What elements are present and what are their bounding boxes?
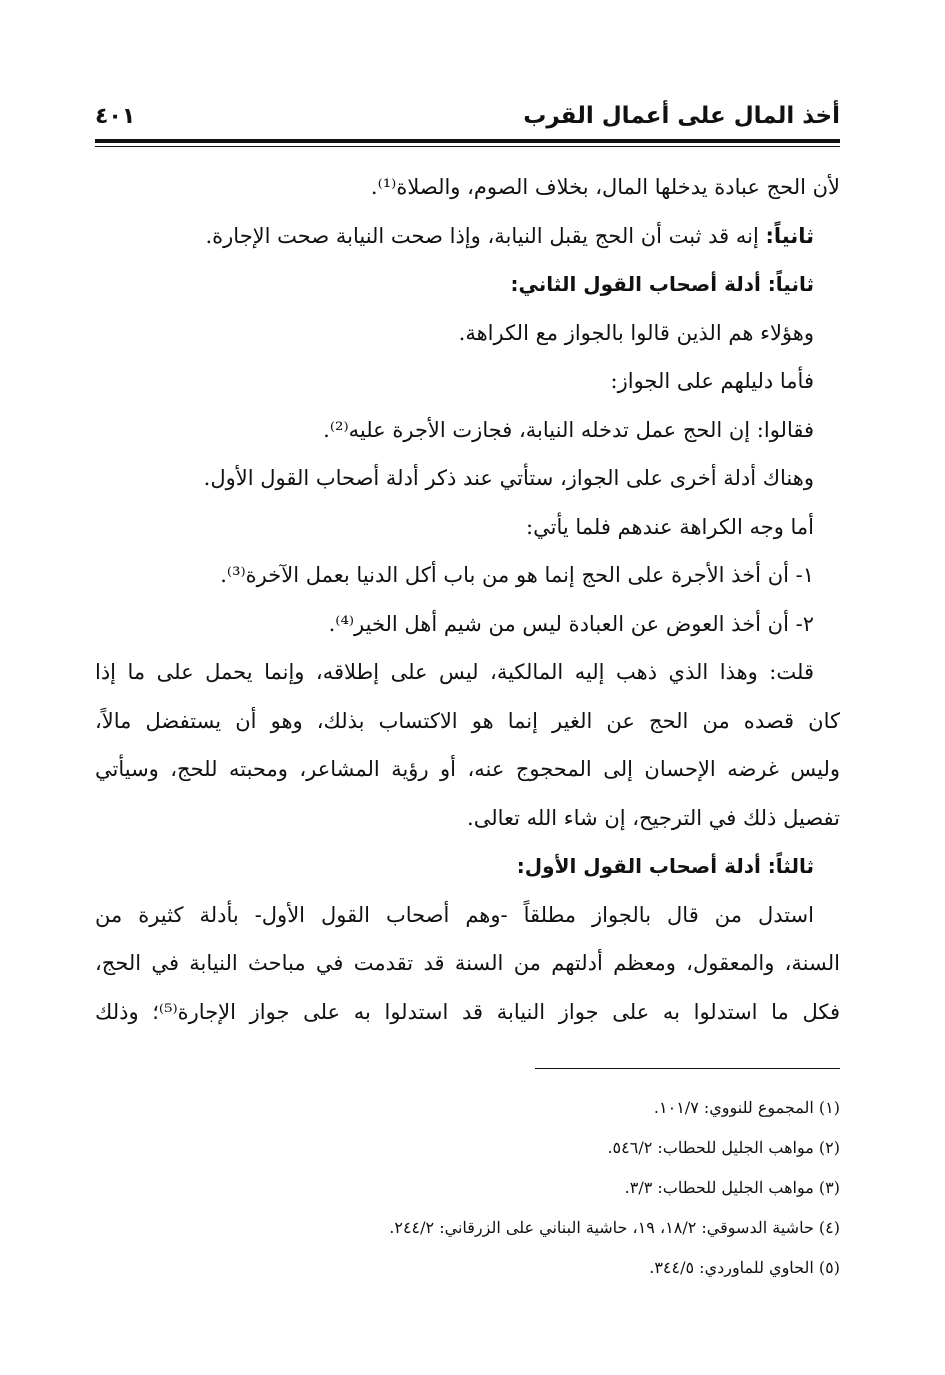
text-line: قلت: وهذا الذي ذهب إليه المالكية، ليس على إطلاقه، وإنما يحمل على ما إذا [95,660,814,684]
body-text [95,163,840,1036]
section-heading: ثالثاً: أدلة أصحاب القول الأول: [516,854,814,878]
point-text: إنه قد ثبت أن الحج يقبل النيابة، وإذا صحت النيابة صحت الإجارة. [205,223,766,248]
header-rule-thick [95,139,840,143]
footnote-rule [535,1068,840,1069]
list-item: ٢- أن أخذ العوض عن العبادة ليس من شيم أهل الخير⁽⁴⁾. [328,611,814,636]
header-rule-thin [95,146,840,147]
text-line: تفصيل ذلك في الترجيح، إن شاء الله تعالى. [467,805,840,830]
text-line: كان قصده من الحج عن الغير إنما هو الاكتساب بذلك، وهو أن يستفضل مالاً، [95,708,840,733]
list-item: ١- أن أخذ الأجرة على الحج إنما هو من باب أكل الدنيا بعمل الآخرة⁽³⁾. [220,563,814,587]
text-line: فأما دليلهم على الجواز: [610,369,814,393]
text-line: استدل من قال بالجواز مطلقاً -وهم أصحاب القول الأول- بأدلة كثيرة من [95,902,814,927]
page-header [95,96,840,136]
page [95,0,840,1375]
footnotes [95,1088,840,1288]
footnote: (١) المجموع للنووي: ١٠١/٧. [653,1098,840,1117]
page-number: ٤٠١ [95,103,136,129]
running-title: أخذ المال على أعمال القرب [523,103,840,129]
text-line: السنة، والمعقول، ومعظم أدلتهم من السنة قد تقدمت في مباحث النيابة في الحج، [95,951,840,975]
point-label: ثانياً: [765,223,814,248]
text-line: وليس غرضه الإحسان إلى المحجوج عنه، أو رؤية المشاعر، ومحبته للحج، وسيأتي [95,757,840,781]
footnote: (٢) مواهب الجليل للحطاب: ٥٤٦/٢. [607,1138,840,1157]
footnote: (٥) الحاوي للماوردي: ٣٤٤/٥. [649,1258,840,1277]
text-line: وهناك أدلة أخرى على الجواز، ستأتي عند ذكر أدلة أصحاب القول الأول. [203,466,814,490]
text-line [95,212,840,261]
text-line: لأن الحج عبادة يدخلها المال، بخلاف الصوم، والصلاة⁽¹⁾. [370,175,840,199]
text-line: فكل ما استدلوا به على جواز النيابة قد استدلوا به على جواز الإجارة⁽⁵⁾؛ وذلك [95,999,840,1024]
section-heading: ثانياً: أدلة أصحاب القول الثاني: [510,272,814,296]
text-line: وهؤلاء هم الذين قالوا بالجواز مع الكراهة. [458,320,814,345]
text-line: فقالوا: إن الحج عمل تدخله النيابة، فجازت الأجرة عليه⁽²⁾. [323,417,814,442]
text-line: أما وجه الكراهة عندهم فلما يأتي: [526,514,814,539]
footnote: (٤) حاشية الدسوقي: ١٨/٢، ١٩، حاشية البناني على الزرقاني: ٢٤٤/٢. [389,1218,840,1237]
footnote: (٣) مواهب الجليل للحطاب: ٣/٣. [624,1178,840,1197]
